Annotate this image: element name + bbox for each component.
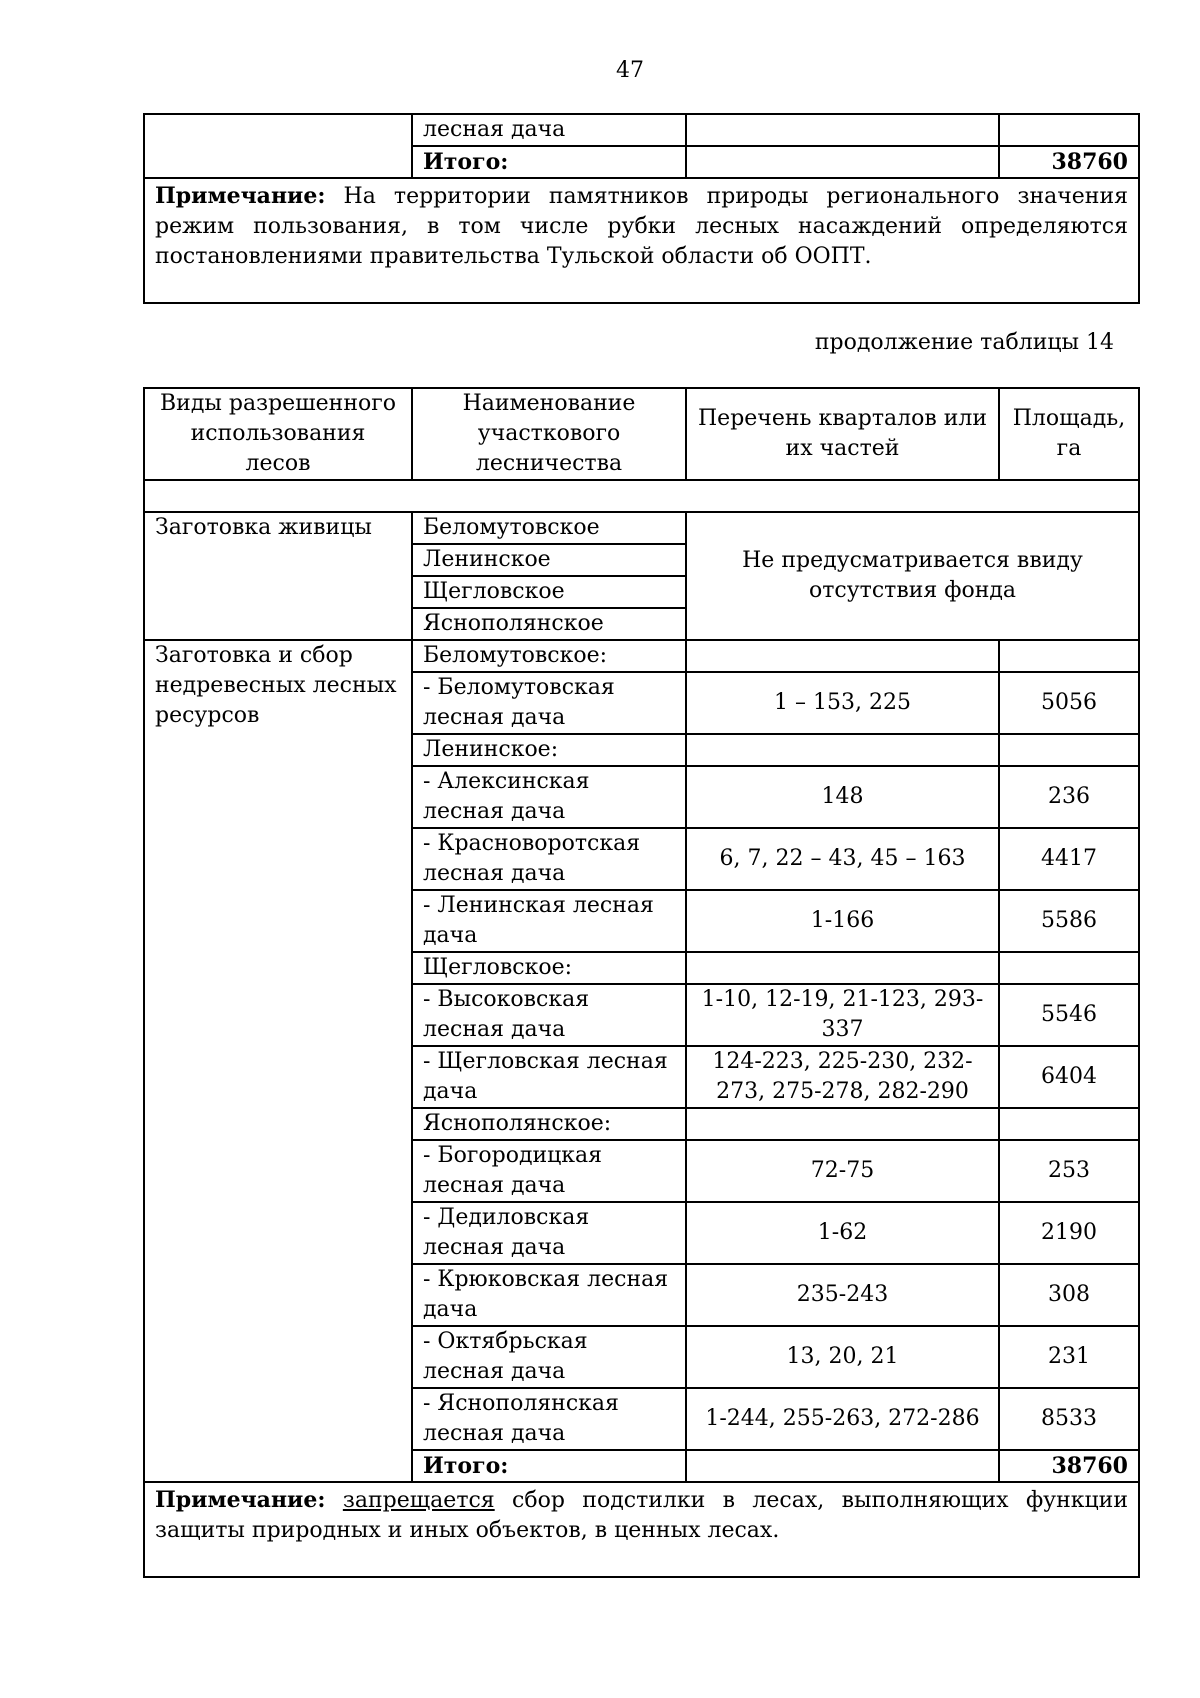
- table-row-name: Беломутовское:: [412, 640, 686, 672]
- table-row-area: 308: [999, 1264, 1139, 1326]
- table-row-name: - Яснополянская лесная дача: [412, 1388, 686, 1450]
- blank-row: [144, 480, 1139, 512]
- table-row-quarters: 6, 7, 22 – 43, 45 – 163: [686, 828, 999, 890]
- header-use: Виды разрешенного использования лесов: [144, 388, 412, 480]
- table-row-name: Ленинское:: [412, 734, 686, 766]
- table-row-name: Щегловское:: [412, 952, 686, 984]
- table-row-name: - Ленинская лесная дача: [412, 890, 686, 952]
- table-row-name: - Алексинская лесная дача: [412, 766, 686, 828]
- main-table: [143, 387, 1140, 1578]
- table-row-name: - Щегловская лесная дача: [412, 1046, 686, 1108]
- table-row-quarters: 72-75: [686, 1140, 999, 1202]
- table-row-name: Яснополянское:: [412, 1108, 686, 1140]
- top-note: [144, 178, 1139, 303]
- table-row-area: 236: [999, 766, 1139, 828]
- table-row-area: 231: [999, 1326, 1139, 1388]
- forestry-name: Ленинское: [412, 544, 686, 576]
- table-row-name: - Беломутовская лесная дача: [412, 672, 686, 734]
- use-resin: Заготовка живицы: [144, 512, 412, 640]
- top-note-text: На территории памятников природы регионального значения режим пользования, в том числе рубки лесных насаждений определяются постановлениями правительства Тульской области об ООПТ.: [155, 184, 1128, 269]
- use-nontimber: Заготовка и сбор недревесных лесных ресурсов: [144, 640, 412, 1482]
- table-row-quarters: 13, 20, 21: [686, 1326, 999, 1388]
- cont-cell: лесная дача: [412, 114, 686, 146]
- header-quarters: Перечень кварталов или их частей: [686, 388, 999, 480]
- table-row-area: 253: [999, 1140, 1139, 1202]
- forestry-name: Яснополянское: [412, 608, 686, 640]
- table-row-area: 2190: [999, 1202, 1139, 1264]
- table-row-name: - Богородицкая лесная дача: [412, 1140, 686, 1202]
- table-row-name: - Высоковская лесная дача: [412, 984, 686, 1046]
- table-row-quarters: 1-10, 12-19, 21-123, 293-337: [686, 984, 999, 1046]
- top-total-value: 38760: [999, 146, 1139, 178]
- top-table-fragment: [143, 113, 1140, 304]
- table-row-quarters: 148: [686, 766, 999, 828]
- total-value: 38760: [999, 1450, 1139, 1482]
- table-row-area: 5056: [999, 672, 1139, 734]
- table-row-area: 5546: [999, 984, 1139, 1046]
- table-row-quarters: 235-243: [686, 1264, 999, 1326]
- table-row-name: - Октябрьская лесная дача: [412, 1326, 686, 1388]
- continuation-label: продолжение таблицы 14: [814, 330, 1114, 355]
- note-underlined: запрещается: [342, 1488, 495, 1513]
- table-row-name: - Крюковская лесная дача: [412, 1264, 686, 1326]
- note-text: сбор подстилки в лесах, выполняющих функции защиты природных и иных объектов, в ценных лесах.: [155, 1488, 1128, 1543]
- table-row-area: 8533: [999, 1388, 1139, 1450]
- table-row-area: 6404: [999, 1046, 1139, 1108]
- table-row-quarters: 1-62: [686, 1202, 999, 1264]
- forestry-name: Беломутовское: [412, 512, 686, 544]
- header-forestry: Наименование участкового лесничества: [412, 388, 686, 480]
- table-row-name: - Дедиловская лесная дача: [412, 1202, 686, 1264]
- page-number: 47: [616, 58, 644, 83]
- table-row-quarters: 1-166: [686, 890, 999, 952]
- total-label: Итого:: [412, 1450, 686, 1482]
- table-row-name: - Красноворотская лесная дача: [412, 828, 686, 890]
- top-total-label: Итого:: [412, 146, 686, 178]
- table-row-area: 4417: [999, 828, 1139, 890]
- header-area: Площадь, га: [999, 388, 1139, 480]
- bottom-note: [144, 1482, 1139, 1577]
- table-row-quarters: 1 – 153, 225: [686, 672, 999, 734]
- top-note-label: Примечание:: [155, 183, 326, 209]
- table-row-quarters: 1-244, 255-263, 272-286: [686, 1388, 999, 1450]
- note-label: Примечание:: [155, 1487, 326, 1513]
- resin-note: Не предусматривается ввиду отсутствия фонда: [686, 512, 1139, 640]
- table-row-area: 5586: [999, 890, 1139, 952]
- forestry-name: Щегловское: [412, 576, 686, 608]
- table-row-quarters: 124-223, 225-230, 232-273, 275-278, 282-290: [686, 1046, 999, 1108]
